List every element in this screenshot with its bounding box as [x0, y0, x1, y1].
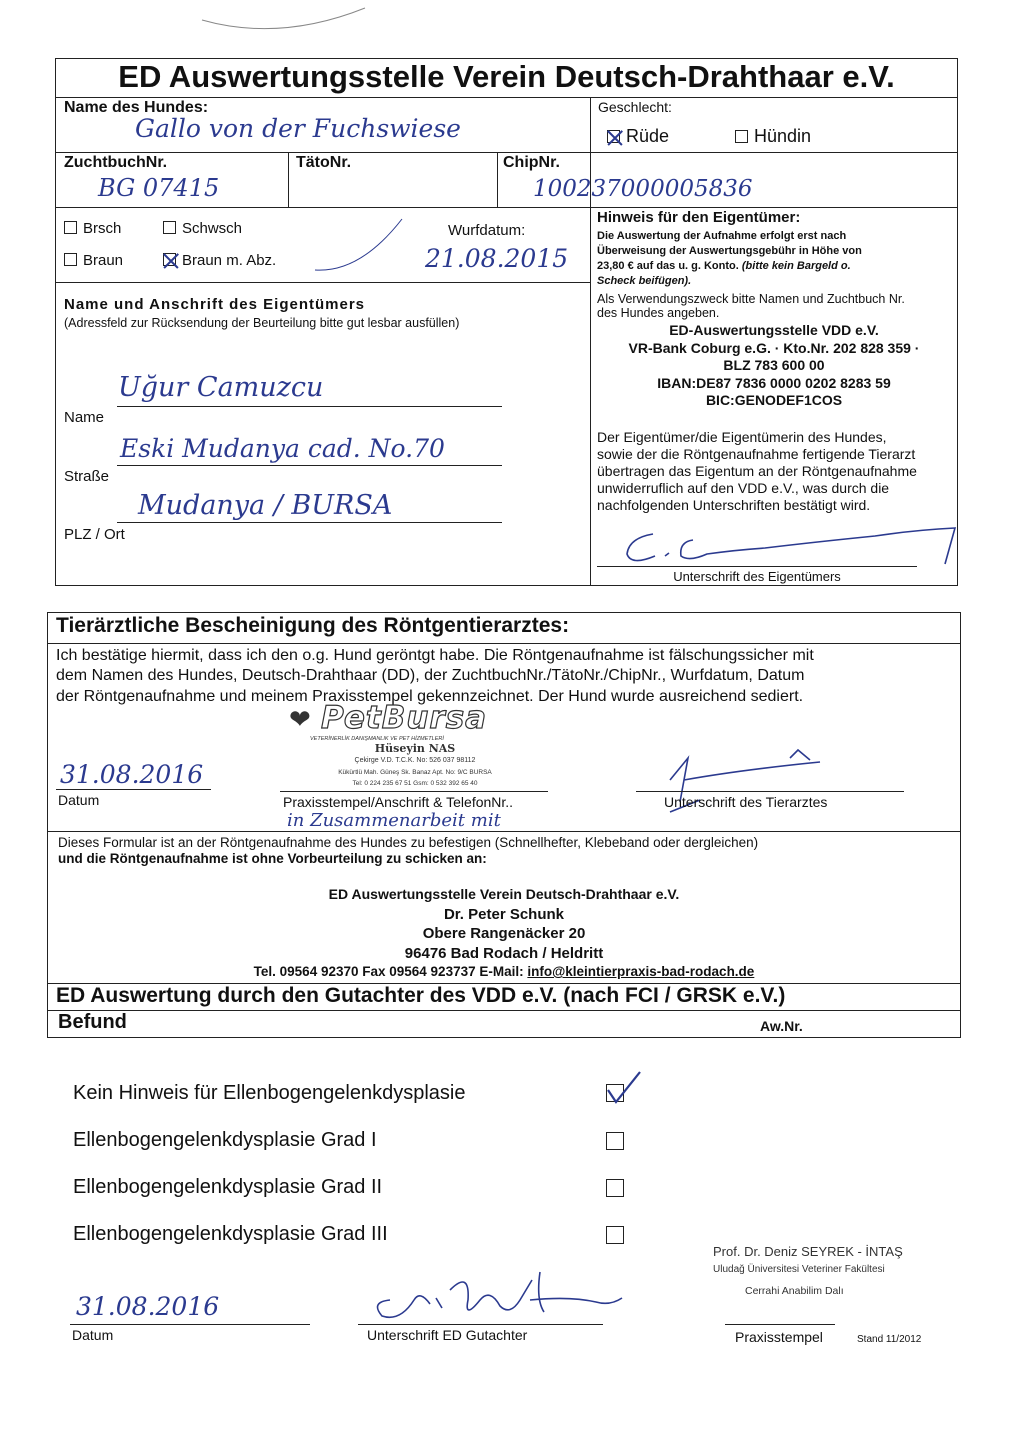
color-option-schwsch[interactable]: Schwsch	[163, 220, 242, 237]
hint-purpose-2: des Hundes angeben.	[597, 306, 720, 320]
transfer-line-3: übertragen das Eigentum an der Röntgenaufnahme	[597, 463, 917, 479]
address-line-4: 96476 Bad Rodach / Heldritt	[404, 945, 604, 962]
stamp-tagline: VETERİNERLİK DANIŞMANLIK VE PET HİZMETLERİ	[310, 736, 444, 742]
expert-stamp-line-3: Cerrahi Anabilim Dalı	[745, 1285, 844, 1297]
hint-line-2: Überweisung der Auswertungsgebühr in Höhe von	[597, 245, 862, 257]
chip-label: ChipNr.	[503, 154, 560, 171]
vet-practice-stamp	[285, 700, 545, 796]
checkbox-brsch[interactable]	[64, 221, 77, 234]
stamp-line-1: Çekirge V.D. T.C.K. No: 526 037 98112	[354, 757, 476, 764]
vet-text-1: Ich bestätige hiermit, dass ich den o.g. Hund geröntgt habe. Die Röntgenaufnahme ist fälschungssicher mit	[56, 647, 814, 664]
address-contact: Tel. 09564 92370 Fax 09564 923737 E-Mail: info@kleintierpraxis-bad-rodach.de	[253, 964, 755, 979]
stamp-name: Hüseyin NAS	[374, 742, 456, 755]
wurfdatum-label: Wurfdatum:	[448, 222, 526, 239]
transfer-line-2: sowie der die Röntgenaufnahme fertigende Tierarzt	[597, 446, 916, 462]
checkbox-male[interactable]	[607, 130, 620, 143]
wurfdatum-value[interactable]: 21.08.2015	[425, 244, 569, 273]
scan-mark	[200, 2, 370, 36]
owner-section-title: Name und Anschrift des Eigentümers	[64, 296, 365, 313]
vet-section-title: Tierärztliche Bescheinigung des Röntgentierarztes:	[56, 614, 570, 637]
vet-text-3: der Röntgenaufnahme und meinem Praxisstempel gekennzeichnet. Der Hund wurde ausreichend sediert.	[56, 688, 804, 705]
zuchtbuch-value[interactable]: BG 07415	[98, 174, 220, 202]
checkbox-female[interactable]	[735, 130, 748, 143]
owner-signature[interactable]	[615, 520, 975, 570]
vet-signature-label: Unterschrift des Tierarztes	[664, 794, 828, 810]
vet-stamp-label: Praxisstempel/Anschrift & TelefonNr..	[283, 794, 514, 810]
address-line-3: Obere Rangenäcker 20	[422, 925, 586, 942]
ed-checkbox-2[interactable]	[606, 1179, 624, 1197]
hint-line-1: Die Auswertung der Aufnahme erfolgt erst nach	[597, 230, 847, 242]
checkbox-braun-abz[interactable]	[163, 253, 176, 266]
sex-option-male[interactable]: Rüde	[607, 126, 669, 147]
vet-date-value[interactable]: 31.08.2016	[60, 760, 204, 789]
attach-text-2: und die Röntgenaufnahme ist ohne Vorbeurteilung zu schicken an:	[58, 851, 487, 866]
checkbox-schwsch[interactable]	[163, 221, 176, 234]
checkbox-braun[interactable]	[64, 253, 77, 266]
pen-stroke	[310, 215, 410, 275]
owner-city-value[interactable]: Mudanya / BURSA	[138, 490, 393, 521]
owner-name-value[interactable]: Uğur Camuzcu	[118, 372, 324, 403]
color-option-braun-abz[interactable]: Braun m. Abz.	[163, 252, 276, 269]
stamp-line-2: Kükürtlü Mah. Güneş Sk. Banaz Apt. No: 9/C BURSA	[338, 769, 492, 776]
transfer-line-1: Der Eigentümer/die Eigentümerin des Hundes,	[597, 429, 887, 445]
owner-street-label: Straße	[64, 468, 110, 485]
hint-title: Hinweis für den Eigentümer:	[597, 209, 801, 226]
awnr-label: Aw.Nr.	[760, 1018, 803, 1034]
bank-iban: IBAN:DE87 7836 0000 0202 8283 59	[657, 375, 891, 391]
ed-option-1: Ellenbogengelenkdysplasie Grad I	[73, 1129, 377, 1151]
bank-name: ED-Auswertungsstelle VDD e.V.	[669, 322, 879, 338]
owner-city-label: PLZ / Ort	[64, 526, 125, 543]
ed-checkbox-3[interactable]	[606, 1226, 624, 1244]
sex-option-female[interactable]: Hündin	[735, 126, 811, 147]
stamp-logo: PetBursa	[321, 700, 488, 736]
vet-note[interactable]: in Zusammenarbeit mit	[287, 810, 501, 831]
owner-name-label: Name	[64, 409, 105, 426]
hint-purpose-1: Als Verwendungszweck bitte Namen und Zuchtbuch Nr.	[597, 292, 905, 306]
transfer-line-5: nachfolgenden Unterschriften bestätigt wird.	[597, 497, 871, 513]
expert-signature-label: Unterschrift ED Gutachter	[367, 1327, 528, 1343]
transfer-line-4: unwiderruflich auf den VDD e.V., was durch die	[597, 480, 890, 496]
hint-line-3: 23,80 € auf das u. g. Konto. (bitte kein Bargeld o.	[597, 260, 851, 272]
bank-bic: BIC:GENODEF1COS	[705, 392, 843, 408]
expert-date-value[interactable]: 31.08.2016	[76, 1292, 220, 1321]
expert-stamp-line-1: Prof. Dr. Deniz SEYREK - İNTAŞ	[713, 1244, 903, 1259]
paw-icon: ❤	[289, 704, 311, 734]
owner-signature-label: Unterschrift des Eigentümers	[673, 569, 841, 584]
color-option-braun[interactable]: Braun	[64, 252, 123, 269]
email-link[interactable]: info@kleintierpraxis-bad-rodach.de	[527, 964, 755, 979]
page-title: ED Auswertungsstelle Verein Deutsch-Drahthaar e.V.	[118, 59, 895, 94]
ed-checkbox-1[interactable]	[606, 1132, 624, 1150]
vet-text-2: dem Namen des Hundes, Deutsch-Drahthaar (DD), der ZuchtbuchNr./TätoNr./ChipNr., Wurfdatum, Datum	[56, 667, 805, 684]
color-option-brsch[interactable]: Brsch	[64, 220, 121, 237]
befund-label: Befund	[58, 1011, 127, 1033]
sex-label: Geschlecht:	[598, 99, 672, 115]
address-line-2: Dr. Peter Schunk	[443, 906, 565, 923]
hint-line-4: Scheck beifügen).	[597, 275, 692, 287]
owner-section-hint: (Adressfeld zur Rücksendung der Beurteilung bitte gut lesbar ausfüllen)	[64, 316, 460, 330]
bank-blz: BLZ 783 600 00	[723, 357, 825, 373]
expert-date-label: Datum	[72, 1327, 114, 1343]
ed-option-0: Kein Hinweis für Ellenbogengelenkdysplasie	[73, 1082, 466, 1104]
form-version: Stand 11/2012	[857, 1334, 922, 1345]
attach-text-1: Dieses Formular ist an der Röntgenaufnahme des Hundes zu befestigen (Schnellhefter, Klebeband oder dergleichen)	[58, 835, 759, 850]
dog-name-value[interactable]: Gallo von der Fuchswiese	[135, 114, 461, 143]
stamp-line-3: Tel: 0 224 235 67 51 Gsm: 0 532 392 65 40	[352, 780, 478, 787]
dog-name-label: Name des Hundes:	[64, 99, 209, 116]
ed-option-3: Ellenbogengelenkdysplasie Grad III	[73, 1223, 388, 1245]
taeto-label: TätoNr.	[296, 154, 352, 171]
expert-stamp-label: Praxisstempel	[735, 1329, 823, 1345]
expert-stamp-line-2: Uludağ Üniversitesi Veteriner Fakültesi	[713, 1264, 885, 1275]
evaluation-title: ED Auswertung durch den Gutachter des VDD e.V. (nach FCI / GRSK e.V.)	[56, 984, 786, 1007]
ed-option-2: Ellenbogengelenkdysplasie Grad II	[73, 1176, 383, 1198]
owner-street-value[interactable]: Eski Mudanya cad. No.70	[120, 434, 445, 463]
chip-value[interactable]: 100237000005836	[533, 176, 753, 202]
checkmark-icon	[604, 1068, 644, 1108]
vet-date-label: Datum	[58, 792, 100, 808]
zuchtbuch-label: ZuchtbuchNr.	[64, 154, 168, 171]
expert-signature[interactable]	[360, 1260, 630, 1330]
address-line-1: ED Auswertungsstelle Verein Deutsch-Drahthaar e.V.	[328, 886, 680, 902]
bank-account: VR-Bank Coburg e.G. · Kto.Nr. 202 828 359 ·	[628, 340, 920, 356]
